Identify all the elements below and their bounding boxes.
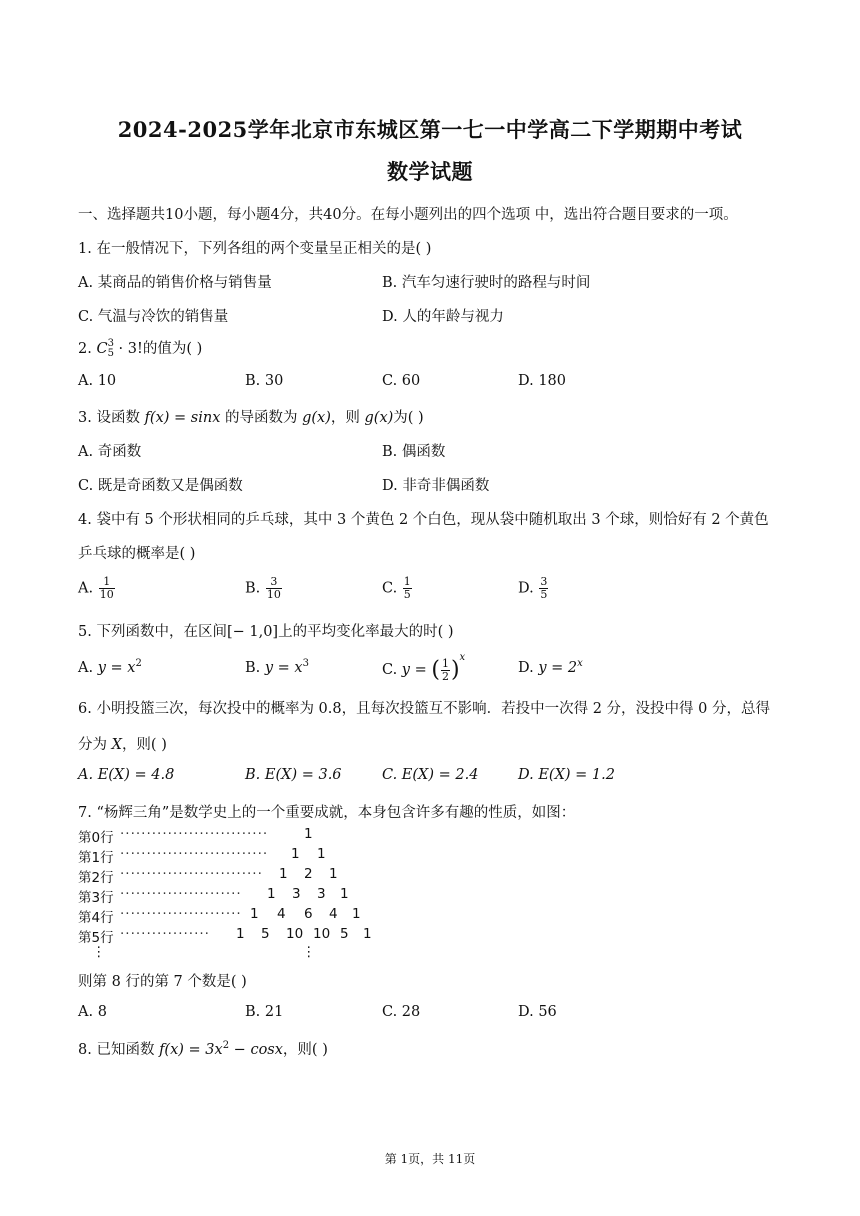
- q4-c-numerator: 1: [403, 575, 411, 588]
- vertical-ellipsis: ⋮: [92, 944, 106, 960]
- q4-a-numerator: 1: [99, 576, 115, 589]
- q5-d-exponent: x: [577, 658, 583, 669]
- triangle-number: 1: [291, 846, 300, 862]
- q4-option-b-label: B.: [245, 580, 265, 597]
- q6-variable: X: [111, 737, 122, 753]
- q4-stem-line2: 乒乓球的概率是( ): [78, 546, 196, 562]
- q3-derivative-2: g(x): [364, 410, 394, 426]
- q5-a-exponent: 2: [135, 658, 142, 669]
- q3-text-3: ，则: [330, 410, 365, 426]
- triangle-number: 10: [313, 926, 331, 942]
- q5-d-expr: y = 2: [538, 659, 578, 676]
- row-dots: ···························: [120, 866, 263, 882]
- q2-number: 2.: [78, 341, 97, 357]
- triangle-number: 1: [304, 826, 313, 842]
- q7-option-a: A. 8: [78, 1004, 107, 1020]
- row-dots: ····························: [120, 846, 269, 862]
- q4-option-d-fraction: [539, 576, 548, 601]
- q5-option-a: [78, 658, 142, 676]
- q4-option-b: [245, 576, 283, 601]
- q4-option-a: [78, 576, 116, 601]
- q4-option-a-label: A.: [78, 580, 98, 597]
- q3-function: f(x) = sinx: [144, 410, 221, 426]
- q3-option-c: C. 既是奇函数又是偶函数: [78, 478, 243, 494]
- q5-c-expr: y =: [401, 662, 432, 678]
- q4-option-d: [518, 576, 549, 601]
- q1-option-c: C. 气温与冷饮的销售量: [78, 309, 229, 325]
- triangle-number: 1: [250, 906, 259, 922]
- row-label: 第4行: [78, 910, 114, 926]
- q5-c-right-paren: ): [450, 657, 460, 683]
- q2-option-b: B. 30: [245, 373, 284, 389]
- q4-option-c: [382, 576, 413, 601]
- q6-option-d: D. E(X) = 1.2: [518, 767, 615, 783]
- q5-stem: 5. 下列函数中，在区间[− 1,0]上的平均变化率最大的时( ): [78, 624, 454, 640]
- q8-exponent: 2: [222, 1040, 230, 1052]
- triangle-number: 1: [340, 886, 349, 902]
- q8-function: f(x) = 3x: [159, 1042, 223, 1058]
- q2-option-d: D. 180: [518, 373, 567, 389]
- row-label: 第1行: [78, 850, 114, 866]
- page-footer: 第 1页，共 11页: [384, 1152, 476, 1166]
- triangle-number: 1: [363, 926, 372, 942]
- q7-option-b: B. 21: [245, 1004, 284, 1020]
- q3-option-b: B. 偶函数: [382, 444, 446, 460]
- q1-option-b: B. 汽车匀速行驶时的路程与时间: [382, 275, 591, 291]
- triangle-number: 1: [279, 866, 288, 882]
- q4-d-denominator: 5: [540, 588, 548, 601]
- q8-text-1: 8. 已知函数: [78, 1042, 160, 1058]
- triangle-number: 4: [329, 906, 338, 922]
- q7-option-c: C. 28: [382, 1004, 421, 1020]
- q5-b-label: B.: [245, 659, 265, 676]
- exam-subtitle: 数学试题: [387, 159, 473, 184]
- triangle-number: 2: [304, 866, 313, 882]
- q3-option-a: A. 奇函数: [78, 444, 142, 460]
- q1-stem: 1. 在一般情况下，下列各组的两个变量呈正相关的是( ): [78, 241, 432, 257]
- q7-question: 则第 8 行的第 7 个数是( ): [78, 974, 247, 990]
- q6-text-a: 分为: [78, 737, 112, 753]
- triangle-number: 3: [317, 886, 326, 902]
- q5-c-left-paren: (: [431, 657, 440, 683]
- q1-option-d: D. 人的年龄与视力: [382, 309, 504, 325]
- q8-text-2: ，则( ): [282, 1042, 328, 1058]
- q4-option-b-fraction: [266, 576, 282, 601]
- q6-text-b: ，则( ): [121, 737, 167, 753]
- triangle-number: 6: [304, 906, 313, 922]
- row-dots: ·······················: [120, 886, 242, 902]
- q2-sub: 5: [107, 348, 114, 359]
- triangle-number: 1: [317, 846, 326, 862]
- q4-option-a-fraction: [99, 576, 115, 601]
- q2-combination-symbol: C: [96, 341, 108, 357]
- q4-option-d-label: D.: [518, 580, 539, 597]
- q2-stem: [78, 337, 202, 359]
- q7-option-d: D. 56: [518, 1004, 557, 1020]
- q2-rest: · 3!的值为( ): [113, 341, 203, 357]
- q4-b-denominator: 10: [266, 588, 281, 601]
- q1-option-a: A. 某商品的销售价格与销售量: [78, 275, 272, 291]
- q4-b-numerator: 3: [266, 576, 282, 589]
- yanghui-triangle: [78, 826, 398, 961]
- section-intro: 一、选择题共10小题，每小题4分，共40分。在每小题列出的四个选项 中，选出符合题目要求的一项。: [78, 207, 738, 223]
- q3-derivative: g(x): [302, 410, 331, 426]
- q2-option-c: C. 60: [382, 373, 421, 389]
- q2-option-a: A. 10: [78, 373, 117, 389]
- q8-function-rest: − cosx: [229, 1042, 283, 1058]
- q4-stem-line1: 4. 袋中有 5 个形状相同的乒乓球，其中 3 个黄色 2 个白色，现从袋中随机取出 3 个球，则恰好有 2 个黄色: [78, 512, 769, 528]
- row-dots: ·················: [120, 926, 210, 942]
- q5-option-c: [382, 652, 465, 683]
- q5-c-denominator: 2: [441, 669, 449, 683]
- q4-option-c-fraction: [403, 576, 412, 601]
- q5-option-d: [518, 658, 583, 676]
- q4-option-c-label: C.: [382, 580, 402, 597]
- row-dots: ·······················: [120, 906, 242, 922]
- triangle-number: 5: [261, 926, 270, 942]
- q6-stem-line1: 6. 小明投篮三次，每次投中的概率为 0.8，且每次投篮互不影响．若投中一次得 2 分，没投中得 0 分，总得: [78, 701, 770, 717]
- triangle-number: 3: [292, 886, 301, 902]
- row-label: 第2行: [78, 870, 114, 886]
- row-label: 第3行: [78, 890, 114, 906]
- triangle-number: 10: [286, 926, 304, 942]
- row-label: 第5行: [78, 930, 114, 946]
- q3-text-1: 3. 设函数: [78, 410, 145, 426]
- q4-d-numerator: 3: [540, 575, 548, 588]
- q5-option-b: [245, 658, 309, 676]
- q6-option-b: B. E(X) = 3.6: [245, 767, 342, 783]
- q5-d-label: D.: [518, 659, 539, 676]
- q5-a-expr: y = x: [97, 659, 136, 676]
- exam-title: 2024-2025学年北京市东城区第一七一中学高二下学期期中考试: [117, 117, 743, 142]
- q5-c-label: C.: [382, 662, 402, 678]
- vertical-ellipsis: ⋮: [302, 944, 316, 960]
- q3-text-4: 为( ): [393, 410, 424, 426]
- row-dots: ····························: [120, 826, 269, 842]
- q4-a-denominator: 10: [99, 588, 114, 601]
- q5-b-exponent: 3: [302, 658, 309, 669]
- q5-c-fraction: [441, 658, 450, 683]
- q3-option-d: D. 非奇非偶函数: [382, 478, 490, 494]
- q8-stem: [78, 1038, 328, 1059]
- q5-a-label: A.: [78, 659, 98, 676]
- triangle-number: 1: [352, 906, 361, 922]
- triangle-number: 1: [236, 926, 245, 942]
- q5-c-numerator: 1: [441, 656, 449, 670]
- q6-option-a: A. E(X) = 4.8: [78, 767, 175, 783]
- q6-option-c: C. E(X) = 2.4: [382, 767, 479, 783]
- q4-c-denominator: 5: [403, 588, 411, 601]
- q5-c-exponent: x: [459, 652, 466, 663]
- q2-sup: 3: [107, 338, 114, 349]
- q3-text-2: 的导函数为: [220, 410, 303, 426]
- q5-b-expr: y = x: [264, 659, 303, 676]
- triangle-number: 1: [267, 886, 276, 902]
- triangle-number: 1: [329, 866, 338, 882]
- triangle-number: 4: [277, 906, 286, 922]
- q3-stem: [78, 406, 424, 427]
- row-label: 第0行: [78, 830, 114, 846]
- q7-stem: 7. “杨辉三角”是数学史上的一个重要成就，本身包含许多有趣的性质，如图：: [78, 805, 576, 821]
- triangle-number: 5: [340, 926, 349, 942]
- q6-stem-line2: [78, 733, 167, 754]
